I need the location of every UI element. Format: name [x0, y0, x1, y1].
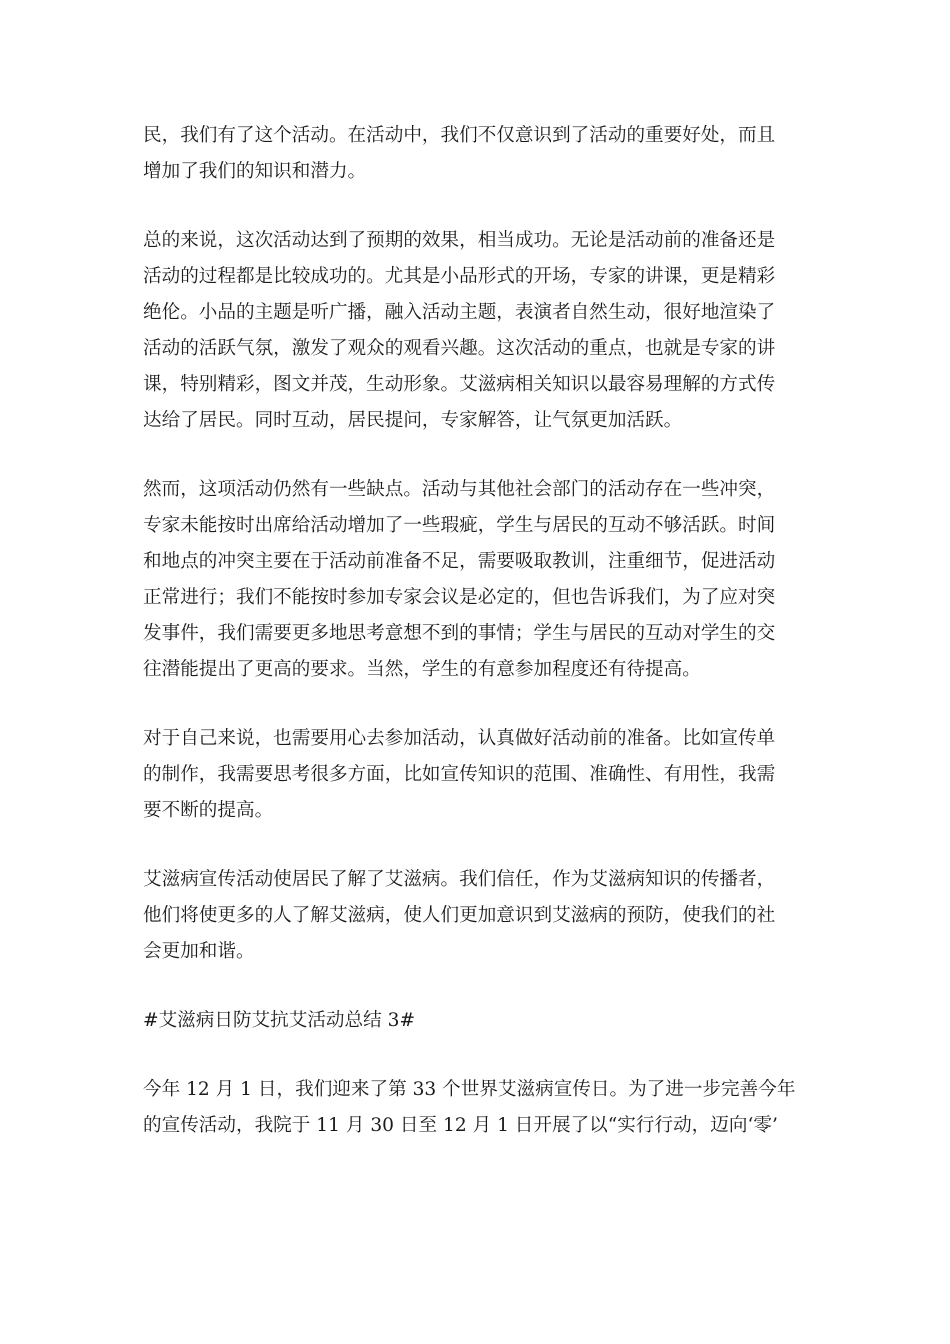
text-line: 他们将使更多的人了解艾滋病，使人们更加意识到艾滋病的预防，使我们的社 — [143, 905, 776, 926]
paragraph-shortcomings — [143, 472, 815, 688]
text-line: 今年 12 月 1 日，我们迎来了第 33 个世界艾滋病宣传日。为了进一步完善今年 — [143, 1079, 796, 1100]
text-line: 民，我们有了这个活动。在活动中，我们不仅意识到了活动的重要好处，而且 — [143, 125, 776, 146]
text-line: 艾滋病宣传活动使居民了解了艾滋病。我们信任，作为艾滋病知识的传播者， — [143, 869, 776, 890]
text-line: 要不断的提高。 — [143, 800, 274, 821]
text-line: 总的来说，这次活动达到了预期的效果，相当成功。无论是活动前的准备还是 — [143, 230, 776, 251]
text-line: 的制作，我需要思考很多方面，比如宣传知识的范围、准确性、有用性，我需 — [143, 764, 776, 785]
text-line: 对于自己来说，也需要用心去参加活动，认真做好活动前的准备。比如宣传单 — [143, 728, 776, 749]
paragraph-activity-intro — [143, 118, 815, 190]
text-line: 会更加和谐。 — [143, 941, 255, 962]
text-line: 正常进行；我们不能按时参加专家会议是必定的，但也告诉我们，为了应对突 — [143, 587, 776, 608]
text-line: 活动的过程都是比较成功的。尤其是小品形式的开场，专家的讲课，更是精彩 — [143, 266, 776, 287]
text-line: 的宣传活动，我院于 11 月 30 日至 12 月 1 日开展了以“实行行动，迈向‘零’ — [143, 1115, 778, 1136]
text-line: 然而，这项活动仍然有一些缺点。活动与其他社会部门的活动存在一些冲突， — [143, 479, 776, 500]
text-line: 增加了我们的知识和潜力。 — [143, 161, 367, 182]
document-page — [143, 118, 815, 1177]
text-line: 达给了居民。同时互动，居民提问，专家解答，让气氛更加活跃。 — [143, 410, 683, 431]
section-heading — [143, 1003, 815, 1039]
text-line: 课，特别精彩，图文并茂，生动形象。艾滋病相关知识以最容易理解的方式传 — [143, 374, 776, 395]
paragraph-summary — [143, 223, 815, 439]
text-line: 发事件，我们需要更多地思考意想不到的事情；学生与居民的互动对学生的交 — [143, 623, 776, 644]
text-line: 绝伦。小品的主题是听广播，融入活动主题，表演者自然生动，很好地渲染了 — [143, 302, 776, 323]
text-line: 活动的活跃气氛，激发了观众的观看兴趣。这次活动的重点，也就是专家的讲 — [143, 338, 776, 359]
paragraph-conclusion — [143, 862, 815, 970]
paragraph-self-reflection — [143, 721, 815, 829]
text-line: 和地点的冲突主要在于活动前准备不足，需要吸取教训，注重细节，促进活动 — [143, 551, 776, 572]
text-line: 专家未能按时出席给活动增加了一些瑕疵，学生与居民的互动不够活跃。时间 — [143, 515, 776, 536]
text-line: 往潜能提出了更高的要求。当然，学生的有意参加程度还有待提高。 — [143, 659, 701, 680]
paragraph-section-3-intro — [143, 1072, 815, 1144]
section-title: #艾滋病日防艾抗艾活动总结 3# — [143, 1010, 416, 1031]
